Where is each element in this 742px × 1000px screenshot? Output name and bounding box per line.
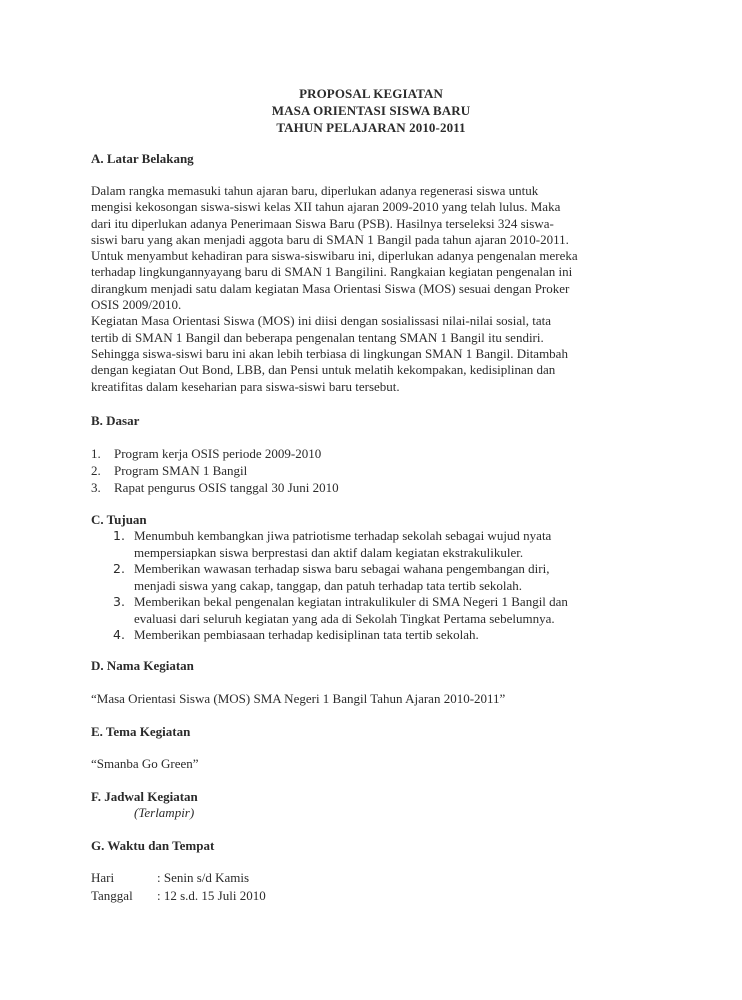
- list-item: [91, 462, 339, 479]
- list-item: [91, 479, 339, 496]
- list-text-line: Menumbuh kembangkan jiwa patriotisme terhadap sekolah sebagai wujud nyata: [134, 528, 552, 543]
- section-a-heading: A. Latar Belakang: [91, 151, 194, 166]
- paragraph-line: Dalam rangka memasuki tahun ajaran baru, diperlukan adanya regenerasi siswa untuk: [91, 183, 539, 198]
- paragraph-line: OSIS 2009/2010.: [91, 297, 182, 313]
- list-number: 1.: [113, 528, 125, 543]
- list-text-line: mempersiapkan siswa berprestasi dan aktif dalam kegiatan ekstrakulikuler.: [134, 544, 524, 560]
- paragraph-line: Sehingga siswa-siswi baru ini akan lebih terbiasa di lingkungan SMAN 1 Bangil. Ditambah: [91, 345, 568, 361]
- list-number: 2.: [113, 561, 125, 576]
- list-item: [113, 561, 652, 594]
- row-value: : 12 s.d. 15 Juli 2010: [157, 888, 266, 903]
- schedule-note: (Terlampir): [134, 805, 195, 820]
- section-b-heading: B. Dasar: [91, 413, 140, 428]
- section-b-list: [91, 445, 339, 496]
- paragraph-line: Untuk menyambut kehadiran para siswa-siswibaru ini, diperlukan adanya pengenalan mereka: [91, 248, 578, 264]
- table-row: [91, 887, 266, 905]
- paragraph-line: terhadap lingkungannyayang baru di SMAN 1 Bangilini. Rangkaian kegiatan pengenalan ini: [91, 264, 573, 280]
- row-value: : Senin s/d Kamis: [157, 870, 250, 885]
- list-text-line: Memberikan wawasan terhadap siswa baru sebagai wahana pengembangan diri,: [134, 561, 550, 576]
- document-title-line-1: PROPOSAL KEGIATAN: [299, 86, 443, 101]
- list-text: Program SMAN 1 Bangil: [114, 463, 248, 478]
- list-item: [113, 528, 652, 561]
- paragraph-line: dengan kegiatan Out Bond, LBB, dan Pensi untuk melatih kekompakan, kedisiplinan dan: [91, 362, 556, 378]
- list-number: 2.: [91, 463, 101, 478]
- paragraph-line: Kegiatan Masa Orientasi Siswa (MOS) ini diisi dengan sosialissasi nilai-nilai sosial, tata: [91, 313, 551, 329]
- event-name-text: “Masa Orientasi Siswa (MOS) SMA Negeri 1 Bangil Tahun Ajaran 2010-2011”: [91, 691, 506, 706]
- list-number: 4.: [113, 627, 125, 642]
- list-item: [113, 594, 652, 627]
- row-label: Hari: [91, 870, 115, 885]
- section-c-list: [113, 528, 652, 644]
- section-f-heading: F. Jadwal Kegiatan: [91, 789, 198, 804]
- section-a-paragraph-1: [91, 183, 652, 395]
- row-label: Tanggal: [91, 888, 133, 903]
- paragraph-line: siswi baru yang akan menjadi aggota baru di SMAN 1 Bangil pada tahun ajaran 2010-2011.: [91, 231, 569, 247]
- event-theme-text: “Smanba Go Green”: [91, 756, 199, 771]
- section-g-heading: G. Waktu dan Tempat: [91, 838, 215, 853]
- document-title-line-2: MASA ORIENTASI SISWA BARU: [271, 103, 471, 118]
- section-c-heading: C. Tujuan: [91, 512, 147, 527]
- list-text-line: evaluasi dari seluruh kegiatan yang ada di Sekolah Tingkat Pertama sebelumnya.: [134, 610, 555, 626]
- list-number: 3.: [91, 480, 101, 495]
- paragraph-line: kreatifitas dalam keseharian para siswa-siswi baru tersebut.: [91, 378, 400, 394]
- section-d-heading: D. Nama Kegiatan: [91, 658, 194, 673]
- time-place-table: [91, 869, 266, 905]
- list-item: [113, 627, 652, 644]
- list-text-line: menjadi siswa yang cakap, tanggap, dan patuh terhadap tata tertib sekolah.: [134, 577, 523, 593]
- paragraph-line: dari itu diperlukan adanya Penerimaan Siswa Baru (PSB). Hasilnya terseleksi 324 siswa-: [91, 215, 554, 231]
- list-text-line: Memberikan bekal pengenalan kegiatan intrakulikuler di SMA Negeri 1 Bangil dan: [134, 594, 568, 609]
- list-text: Rapat pengurus OSIS tanggal 30 Juni 2010: [114, 480, 339, 495]
- list-text: Program kerja OSIS periode 2009-2010: [114, 446, 322, 461]
- list-number: 1.: [91, 446, 101, 461]
- list-item: [91, 445, 339, 462]
- list-number: 3.: [113, 594, 125, 609]
- document-title-line-3: TAHUN PELAJARAN 2010-2011: [276, 120, 466, 135]
- paragraph-line: mengisi kekosongan siswa-siswi kelas XII tahun ajaran 2009-2010 yang telah lulus. Maka: [91, 199, 561, 215]
- paragraph-line: tertib di SMAN 1 Bangil dan beberapa pengenalan tentang SMAN 1 Bangil itu sendiri.: [91, 329, 544, 345]
- list-text-line: Memberikan pembiasaan terhadap kedisiplinan tata tertib sekolah.: [134, 627, 479, 642]
- paragraph-line: dirangkum menjadi satu dalam kegiatan Masa Orientasi Siswa (MOS) sesuai dengan Proker: [91, 280, 570, 296]
- section-e-heading: E. Tema Kegiatan: [91, 724, 191, 739]
- table-row: [91, 869, 266, 887]
